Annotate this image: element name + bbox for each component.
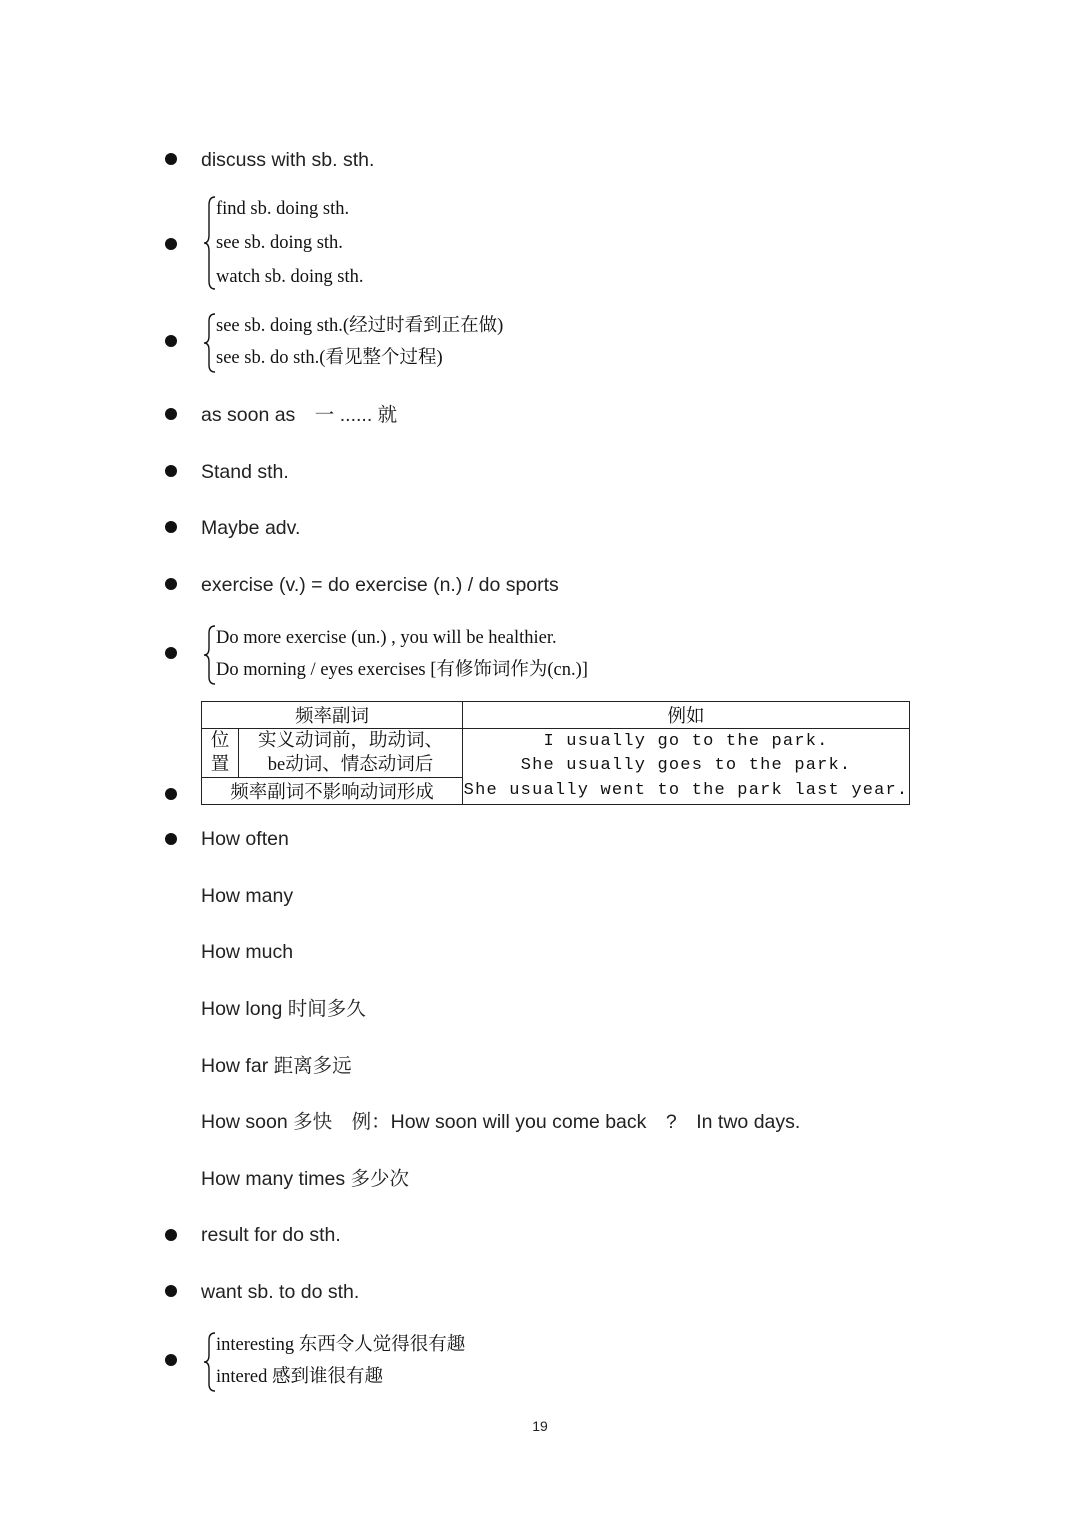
- example-sentence: I usually go to the park.: [543, 731, 829, 751]
- position-label: 位: [210, 731, 230, 751]
- bullet-icon: [165, 1285, 177, 1297]
- bullet-icon: [165, 465, 177, 477]
- table-header-left: 频率副词: [202, 702, 463, 729]
- how-soon: How soon 多快 例：How soon will you come back ? In two days.: [201, 1111, 801, 1133]
- bullet-icon: [165, 521, 177, 533]
- brace-group-exercise: [203, 624, 623, 686]
- brace-icon: [203, 312, 217, 374]
- brace-group-see: [203, 312, 543, 374]
- brace-line: intered 感到谁很有趣: [216, 1367, 383, 1387]
- bullet-icon: [165, 238, 177, 250]
- how-often: How often: [201, 828, 289, 850]
- bullet-icon: [165, 647, 177, 659]
- phrase-stand: Stand sth.: [201, 461, 289, 483]
- how-far: How far 距离多远: [201, 1055, 352, 1077]
- page-number: 19: [532, 1418, 548, 1434]
- frequency-adverb-table: [201, 701, 910, 805]
- how-long: How long 时间多久: [201, 998, 366, 1020]
- brace-icon: [203, 624, 217, 686]
- phrase-maybe: Maybe adv.: [201, 517, 301, 539]
- brace-line: see sb. doing sth.(经过时看到正在做): [216, 316, 504, 336]
- table-header-right: 例如: [463, 702, 910, 729]
- examples-cell: [463, 729, 910, 805]
- how-many-times: How many times 多少次: [201, 1168, 410, 1190]
- example-sentence: She usually went to the park last year.: [463, 780, 909, 800]
- brace-group-interesting: [203, 1331, 503, 1393]
- brace-line: see sb. do sth.(看见整个过程): [216, 348, 443, 368]
- phrase-exercise: exercise (v.) = do exercise (n.) / do sports: [201, 574, 559, 596]
- how-much: How much: [201, 941, 294, 963]
- position-label-cell: [202, 729, 239, 778]
- position-label: 置: [210, 755, 230, 775]
- position-desc-cell: [239, 729, 463, 778]
- phrase-as-soon-as: as soon as 一 ...... 就: [201, 404, 398, 426]
- position-desc: be动词、情态动词后: [267, 755, 434, 775]
- bullet-icon: [165, 578, 177, 590]
- example-sentence: She usually goes to the park.: [520, 756, 852, 776]
- brace-icon: [203, 1331, 217, 1393]
- phrase-discuss: discuss with sb. sth.: [201, 149, 375, 171]
- bullet-icon: [165, 153, 177, 165]
- phrase-want: want sb. to do sth.: [201, 1281, 360, 1303]
- bullet-icon: [165, 788, 177, 800]
- bullet-icon: [165, 833, 177, 845]
- brace-line: interesting 东西令人觉得很有趣: [216, 1335, 466, 1355]
- brace-icon: [203, 195, 217, 291]
- brace-line: Do morning / eyes exercises [有修饰词作为(cn.)]: [216, 660, 588, 680]
- position-desc: 实义动词前，助动词、: [258, 731, 444, 751]
- bullet-icon: [165, 408, 177, 420]
- brace-line: find sb. doing sth.: [216, 199, 350, 219]
- brace-line: watch sb. doing sth.: [216, 267, 364, 287]
- bullet-icon: [165, 335, 177, 347]
- bullet-icon: [165, 1229, 177, 1241]
- phrase-result: result for do sth.: [201, 1224, 341, 1246]
- table-note: 频率副词不影响动词形成: [202, 778, 463, 805]
- brace-line: see sb. doing sth.: [216, 233, 343, 253]
- brace-line: Do more exercise (un.) , you will be healthier.: [216, 628, 557, 648]
- bullet-icon: [165, 1354, 177, 1366]
- how-many: How many: [201, 885, 294, 907]
- brace-group-find: [203, 195, 503, 291]
